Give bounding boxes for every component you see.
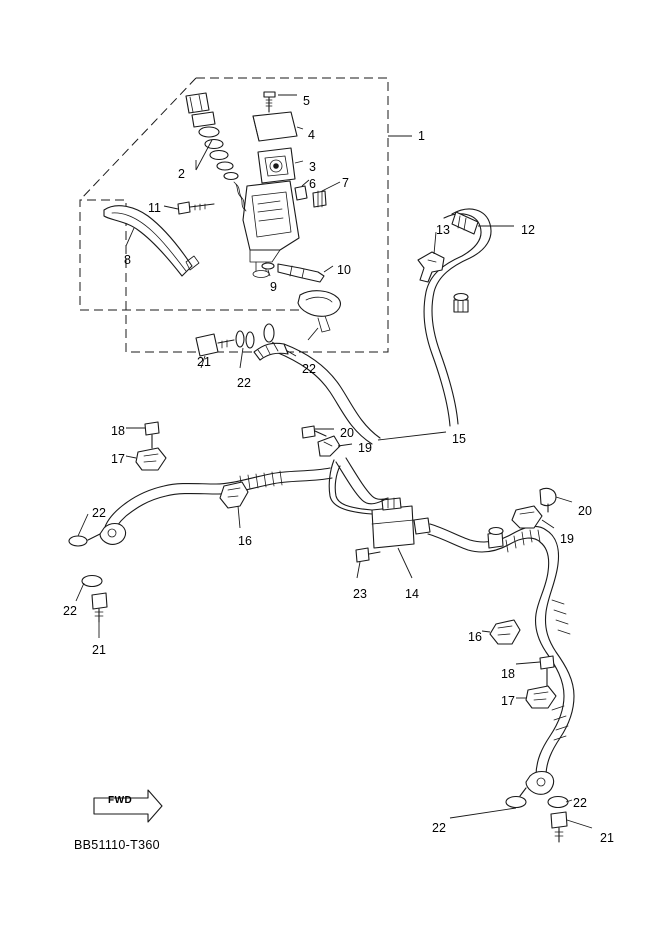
callout-number-23: 23	[353, 587, 367, 601]
callout-number-3: 3	[309, 160, 316, 174]
bolt-23	[356, 548, 369, 562]
clamp-16-right	[490, 620, 520, 644]
callout-number-22: 22	[432, 821, 446, 835]
part-code-label: BB51110-T360	[74, 838, 160, 852]
hose-right-inner	[428, 534, 564, 776]
callout-number-22: 22	[237, 376, 251, 390]
callout-number-15: 15	[452, 432, 466, 446]
callout-number-9: 9	[270, 280, 277, 294]
hose-left-outer	[104, 468, 330, 530]
brake-lever-8	[104, 206, 199, 276]
callout-number-1: 1	[418, 129, 425, 143]
leader-22-left-b	[76, 583, 84, 601]
callout-number-22: 22	[92, 506, 106, 520]
washer-9	[262, 263, 274, 269]
hose-right-outer	[430, 524, 574, 776]
brake-hose-12	[418, 209, 514, 426]
hose-right-corrugation-b	[552, 600, 570, 634]
washer-22-right-b	[548, 797, 568, 808]
callout-number-18: 18	[501, 667, 515, 681]
master-cylinder-body	[243, 181, 299, 250]
callout-number-17: 17	[501, 694, 515, 708]
leader-22-left-a	[78, 514, 88, 536]
hose-right-corrugation-a	[506, 530, 540, 552]
callout-number-16: 16	[238, 534, 252, 548]
hose-center-left	[336, 462, 384, 504]
clamp-6	[295, 186, 307, 200]
leader-23	[357, 562, 360, 578]
callout-number-22: 22	[573, 796, 587, 810]
callout-number-13: 13	[436, 223, 450, 237]
reservoir-cap	[253, 112, 297, 141]
clamp-7	[313, 191, 326, 207]
callout-number-6: 6	[309, 177, 316, 191]
switch-10	[278, 264, 324, 282]
washer-22-left-a	[69, 536, 87, 546]
callout-number-20: 20	[340, 426, 354, 440]
callout-number-17: 17	[111, 452, 125, 466]
junction-top-port	[382, 498, 401, 510]
leader-17-left	[126, 456, 136, 458]
callout-number-19: 19	[560, 532, 574, 546]
hose-left-lower	[69, 422, 332, 638]
callout-number-7: 7	[342, 176, 349, 190]
body-port	[253, 271, 269, 278]
callout-number-5: 5	[303, 94, 310, 108]
bolt-21-right	[551, 812, 567, 828]
leader-8	[126, 228, 134, 246]
leader-4	[297, 127, 303, 129]
bolt-head-21	[196, 334, 218, 356]
junction-body	[372, 506, 414, 548]
hose-right-corrugation-c	[552, 706, 568, 740]
washer-22-right-a	[506, 797, 526, 808]
master-cylinder-assembly	[243, 92, 340, 278]
callout-number-2: 2	[178, 167, 185, 181]
leader-15	[378, 432, 446, 440]
dashed-group-diagonal	[80, 78, 196, 200]
leader-10	[324, 266, 333, 272]
callout-number-18: 18	[111, 424, 125, 438]
leader-14	[398, 548, 412, 578]
leader-6	[302, 180, 309, 186]
callout-number-8: 8	[124, 253, 131, 267]
leader-22a	[240, 348, 243, 368]
clamp-17-right	[526, 686, 556, 708]
leader-16-left	[238, 506, 240, 528]
leader-19-right	[542, 520, 554, 528]
callout-number-14: 14	[405, 587, 419, 601]
piston-kit-2	[186, 93, 246, 211]
hose-left-inner	[112, 478, 332, 536]
bolt-18-right	[540, 656, 554, 669]
leader-19-upper	[338, 444, 352, 446]
clamp-17-left	[136, 448, 166, 470]
callout-number-21: 21	[197, 355, 211, 369]
callout-number-19: 19	[358, 441, 372, 455]
hose-15-inner	[284, 344, 380, 438]
leader-22-right-a	[450, 808, 516, 818]
callout-number-11: 11	[148, 201, 161, 215]
junction-right-port	[414, 518, 430, 534]
callout-number-22: 22	[63, 604, 77, 618]
callout-number-12: 12	[521, 223, 535, 237]
callout-number-16: 16	[468, 630, 482, 644]
switch-body	[298, 291, 340, 317]
callout-number-21: 21	[600, 831, 614, 845]
bolt-20-upper	[302, 426, 315, 438]
callout-number-4: 4	[308, 128, 315, 142]
bolt-21-left	[92, 593, 107, 609]
bolt-18-left	[145, 422, 159, 435]
bolt-20-right	[540, 488, 556, 505]
leader-18-right	[516, 662, 540, 664]
leader-21-right	[567, 820, 592, 828]
hose-12-union	[454, 300, 468, 312]
washer-22-left-b	[82, 576, 102, 587]
bracket-13	[418, 252, 444, 282]
callout-number-20: 20	[578, 504, 592, 518]
leader-11	[164, 206, 178, 209]
hose-12-outer	[432, 209, 491, 424]
callout-number-10: 10	[337, 263, 351, 277]
callout-number-21: 21	[92, 643, 106, 657]
fwd-label: FWD	[108, 795, 133, 806]
callout-number-22: 22	[302, 362, 316, 376]
leader-20-right	[556, 497, 572, 502]
leader-7	[322, 182, 340, 191]
return-spring	[234, 182, 244, 209]
lever-body	[104, 206, 192, 276]
hose-15-outer	[276, 352, 372, 444]
clamp-19-right	[512, 506, 542, 528]
screw-5-head	[264, 92, 275, 97]
clamp-19-upper	[318, 436, 340, 456]
hose-left-corrugation	[240, 471, 282, 490]
clamp-16-left	[220, 482, 248, 508]
leader-16-right	[482, 631, 490, 632]
leader-3	[295, 161, 303, 163]
bolt-11	[164, 202, 214, 214]
